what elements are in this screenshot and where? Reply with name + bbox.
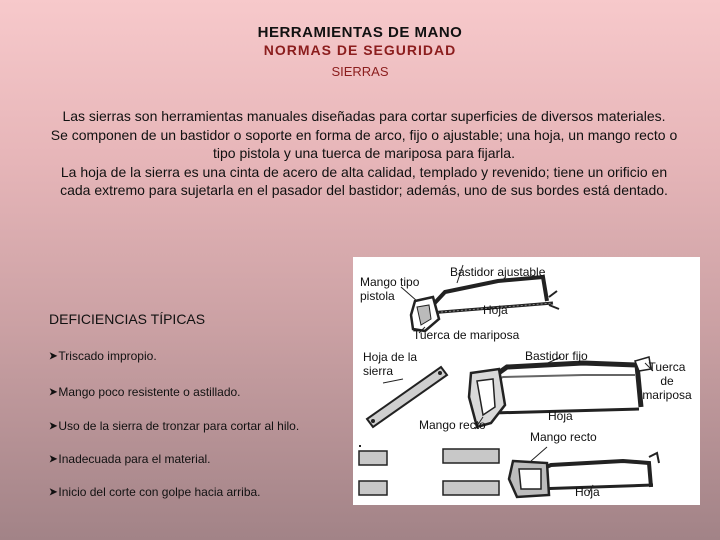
arrow-bullet-icon: ➤ (49, 487, 58, 498)
deficiency-item (49, 485, 261, 499)
label-hoja-mid: Hoja (548, 409, 573, 423)
blade-strip (359, 445, 361, 447)
deficiency-item (49, 349, 157, 363)
label-mango-recto-bottom: Mango recto (530, 430, 597, 444)
label-bastidor-fijo: Bastidor fijo (525, 349, 588, 363)
deficiency-text: Triscado impropio. (58, 349, 157, 363)
arrow-bullet-icon: ➤ (49, 351, 58, 362)
label-tuerca-mariposa-top: Tuerca de mariposa (413, 328, 520, 342)
intro-paragraph-3: La hoja de la sierra es una cinta de acero de alta calidad, templado y revenido; tiene un orificio en cada extremo para sujetarla en el pasador del bastidor; además, uno de sus bordes está dentado. (60, 163, 668, 198)
blade-strip (443, 449, 499, 463)
arrow-bullet-icon: ➤ (49, 387, 58, 398)
label-mango-pistola (360, 275, 419, 303)
blade-strip (443, 481, 499, 495)
arrow-bullet-icon: ➤ (49, 421, 58, 432)
blade-strip (359, 451, 387, 465)
intro-paragraph-2: Se componen de un bastidor o soporte en forma de arco, fijo o ajustable; una hoja, un mango recto o tipo pistola y una tuerca de mariposa para fijarla. (50, 126, 678, 161)
label-tuerca-mariposa-right (639, 360, 695, 402)
label-bastidor-ajustable: Bastidor ajustable (450, 265, 546, 279)
section-title: SIERRAS (331, 64, 389, 79)
label-mango-pistola-line2: pistola (360, 289, 395, 303)
label-mango-recto-mid: Mango recto (419, 418, 486, 432)
deficiencies-heading: DEFICIENCIAS TÍPICAS (49, 311, 206, 327)
deficiency-text: Inadecuada para el material. (58, 452, 211, 466)
deficiency-item (49, 452, 211, 466)
label-hoja-bottom: Hoja (575, 485, 600, 499)
intro-paragraph-1: Las sierras son herramientas manuales diseñadas para cortar superficies de diversos materiales. (62, 108, 666, 124)
deficiency-item (49, 419, 299, 433)
blade-strip (359, 481, 387, 495)
label-hoja-sierra-line2: sierra (363, 364, 394, 378)
label-hoja-sierra-line1: Hoja de la (363, 350, 418, 364)
deficiency-item (49, 385, 241, 399)
label-hoja-sierra (363, 350, 417, 378)
label-mango-pistola-line1: Mango tipo (360, 275, 420, 289)
page-subtitle: NORMAS DE SEGURIDAD (263, 42, 457, 58)
label-tuerca-line2: de (660, 374, 674, 388)
intro-text (50, 107, 678, 200)
label-tuerca-line1: Tuerca (648, 360, 686, 374)
label-tuerca-line3: mariposa (642, 388, 692, 402)
saw-diagram (353, 257, 700, 505)
deficiency-text: Uso de la sierra de tronzar para cortar al hilo. (58, 419, 300, 433)
arrow-bullet-icon: ➤ (49, 454, 58, 465)
deficiency-text: Mango poco resistente o astillado. (58, 385, 241, 399)
deficiency-text: Inicio del corte con golpe hacia arriba. (58, 485, 261, 499)
page-title: HERRAMIENTAS DE MANO (257, 24, 463, 41)
label-hoja-top: Hoja (483, 303, 508, 317)
